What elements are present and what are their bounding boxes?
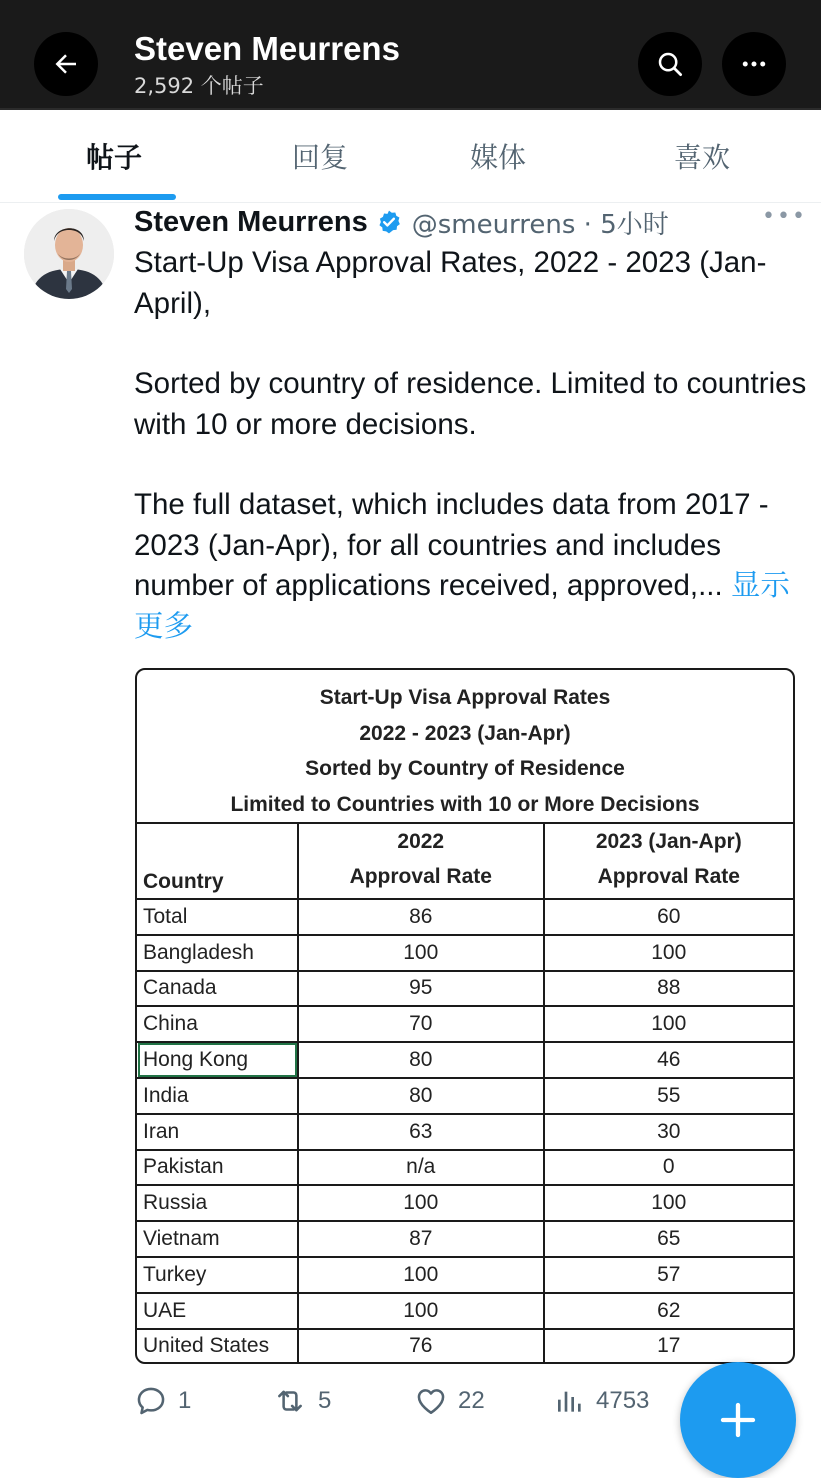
views-count: 4753 <box>596 1387 650 1414</box>
table-title <box>137 680 793 822</box>
table-row <box>137 1042 793 1078</box>
post-text <box>134 243 814 647</box>
tab-media[interactable]: 媒体 <box>470 141 527 174</box>
table-row <box>137 935 793 971</box>
cell-rate-2023: 88 <box>544 971 793 1007</box>
table-row <box>137 1329 793 1364</box>
top-app-bar <box>0 0 821 110</box>
compose-button[interactable] <box>680 1362 796 1478</box>
table-row <box>137 1257 793 1293</box>
approval-rates-table <box>137 822 793 1363</box>
cell-rate-2022: 100 <box>298 1185 544 1221</box>
repost-icon <box>272 1384 308 1418</box>
table-row <box>137 1221 793 1257</box>
cell-country: Turkey <box>137 1257 298 1293</box>
cell-rate-2023: 100 <box>544 935 793 971</box>
tab-posts[interactable]: 帖子 <box>86 141 143 174</box>
header-2023-line1: 2023 (Jan-Apr) <box>595 830 742 853</box>
cell-rate-2023: 65 <box>544 1221 793 1257</box>
heart-icon <box>414 1384 448 1418</box>
cell-country: Vietnam <box>137 1221 298 1257</box>
cell-rate-2023: 57 <box>544 1257 793 1293</box>
table-title-line: Start-Up Visa Approval Rates <box>319 686 611 709</box>
cell-rate-2023: 0 <box>544 1150 793 1186</box>
cell-country: Russia <box>137 1185 298 1221</box>
table-title-line: 2022 - 2023 (Jan-Apr) <box>359 721 571 745</box>
back-button[interactable] <box>34 32 98 96</box>
table-row <box>137 899 793 935</box>
cell-rate-2023: 30 <box>544 1114 793 1150</box>
reply-icon <box>134 1384 168 1418</box>
cell-rate-2022: 100 <box>298 1293 544 1329</box>
plus-icon <box>718 1400 758 1440</box>
attached-image-table[interactable] <box>135 668 795 1364</box>
table-header-row <box>137 823 793 899</box>
cell-rate-2022: 80 <box>298 1078 544 1114</box>
tab-likes[interactable]: 喜欢 <box>674 141 731 174</box>
post-count: 2,592 个帖子 <box>134 74 264 98</box>
search-button[interactable] <box>638 32 702 96</box>
avatar-photo <box>24 209 114 299</box>
table-row <box>137 1185 793 1221</box>
header-2023 <box>544 823 793 899</box>
table-row <box>137 1078 793 1114</box>
cell-country: United States <box>137 1329 298 1364</box>
table-row <box>137 1293 793 1329</box>
table-row <box>137 1150 793 1186</box>
cell-country: Bangladesh <box>137 935 298 971</box>
table-title-line: Limited to Countries with 10 or More Decisions <box>230 792 700 816</box>
tab-replies[interactable]: 回复 <box>292 141 349 174</box>
reply-count: 1 <box>178 1387 192 1414</box>
cell-rate-2022: 76 <box>298 1329 544 1364</box>
cell-rate-2023: 17 <box>544 1329 793 1364</box>
post-paragraph <box>134 485 814 647</box>
arrow-left-icon <box>51 49 81 79</box>
cell-rate-2023: 60 <box>544 899 793 935</box>
cell-rate-2022: 80 <box>298 1042 544 1078</box>
cell-rate-2022: 100 <box>298 1257 544 1293</box>
cell-rate-2023: 46 <box>544 1042 793 1078</box>
cell-rate-2023: 62 <box>544 1293 793 1329</box>
cell-rate-2022: n/a <box>298 1150 544 1186</box>
table-row <box>137 971 793 1007</box>
like-count: 22 <box>458 1387 485 1414</box>
post-paragraph: Sorted by country of residence. Limited to countries with 10 or more decisions. <box>134 367 807 441</box>
cell-rate-2023: 100 <box>544 1006 793 1042</box>
profile-title: Steven Meurrens <box>134 30 400 67</box>
search-icon <box>655 49 685 79</box>
header-2022-line1: 2022 <box>397 830 445 853</box>
post-handle-time[interactable]: @smeurrens · 5小时 <box>411 209 669 240</box>
post-more-icon[interactable]: ••• <box>762 204 807 229</box>
cell-country: Pakistan <box>137 1150 298 1186</box>
cell-country: Iran <box>137 1114 298 1150</box>
post-paragraph: Start-Up Visa Approval Rates, 2022 - 2023 (Jan-April), <box>134 246 767 320</box>
cell-rate-2022: 63 <box>298 1114 544 1150</box>
post-paragraph-text: The full dataset, which includes data from 2017 - 2023 (Jan-Apr), for all countries and includes number of applications received, approved,... <box>134 488 769 602</box>
cell-country: China <box>137 1006 298 1042</box>
active-tab-indicator <box>58 194 176 200</box>
header-country: Country <box>137 823 298 899</box>
cell-country: Total <box>137 899 298 935</box>
header-2022-line2: Approval Rate <box>349 865 492 888</box>
more-options-button[interactable] <box>722 32 786 96</box>
cell-rate-2022: 87 <box>298 1221 544 1257</box>
reply-button[interactable] <box>134 1384 191 1418</box>
cell-rate-2022: 95 <box>298 971 544 1007</box>
verified-badge-icon <box>376 209 402 235</box>
views-button[interactable] <box>554 1384 649 1418</box>
cell-rate-2022: 86 <box>298 899 544 935</box>
table-row <box>137 1114 793 1150</box>
profile-tabs <box>0 110 821 203</box>
header-2023-line2: Approval Rate <box>597 865 740 888</box>
cell-rate-2022: 70 <box>298 1006 544 1042</box>
cell-country: India <box>137 1078 298 1114</box>
avatar[interactable] <box>24 209 114 299</box>
cell-rate-2023: 55 <box>544 1078 793 1114</box>
cell-country: UAE <box>137 1293 298 1329</box>
more-dots-icon <box>739 49 769 79</box>
cell-rate-2023: 100 <box>544 1185 793 1221</box>
post-header <box>134 202 669 242</box>
cell-country-selected: Hong Kong <box>137 1042 298 1078</box>
header-2022 <box>298 823 544 899</box>
like-button[interactable] <box>414 1384 485 1418</box>
views-chart-icon <box>554 1384 586 1418</box>
show-more-link[interactable]: 显示更多 <box>134 569 790 643</box>
post-author[interactable]: Steven Meurrens <box>134 205 368 238</box>
repost-count: 5 <box>318 1387 332 1414</box>
cell-rate-2022: 100 <box>298 935 544 971</box>
table-row <box>137 1006 793 1042</box>
cell-country: Canada <box>137 971 298 1007</box>
repost-button[interactable] <box>272 1384 331 1418</box>
table-title-line: Sorted by Country of Residence <box>305 757 625 780</box>
